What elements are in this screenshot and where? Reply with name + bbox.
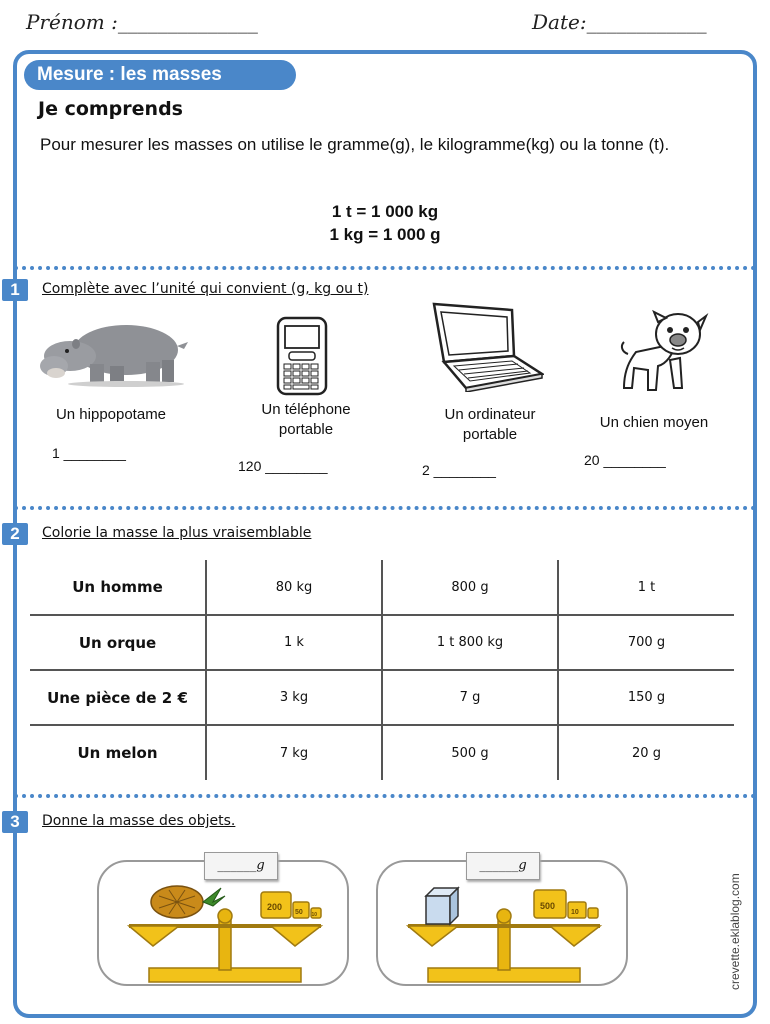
cube-icon <box>426 888 458 924</box>
conversion-rule-tonne: 1 t = 1 000 kg <box>331 202 439 221</box>
balance-scale-icon <box>378 862 630 988</box>
pineapple-icon <box>151 886 225 918</box>
mass-option[interactable]: 7 kg <box>206 725 382 780</box>
section-divider <box>14 794 756 798</box>
weight-label: 10 <box>571 909 579 916</box>
exercise-3-instruction: Donne la masse des objets. <box>42 813 236 829</box>
name-field-label: Prénom :______________ <box>26 10 258 34</box>
item-answer-laptop[interactable]: 2 ________ <box>422 462 496 478</box>
conversion-rule-kilogram: 1 kg = 1 000 g <box>329 225 441 244</box>
row-item: Un homme <box>30 560 206 615</box>
dog-icon <box>614 308 710 396</box>
item-answer-dog[interactable]: 20 ________ <box>584 452 666 468</box>
table-row <box>30 615 734 670</box>
lesson-text: Pour mesurer les masses on utilise le gramme(g), le kilogramme(kg) ou la tonne (t). <box>40 135 670 154</box>
balance-scale-icon <box>99 862 351 988</box>
item-answer-phone[interactable]: 120 ________ <box>238 458 328 474</box>
table-row <box>30 725 734 780</box>
weight-label: 50 <box>295 909 303 916</box>
site-credit: crevette.eklablog.com <box>728 873 742 990</box>
row-item: Un orque <box>30 615 206 670</box>
weights-icon <box>261 892 321 918</box>
mass-option[interactable]: 500 g <box>382 725 558 780</box>
answer-card-box[interactable]: ______g <box>466 852 540 880</box>
mass-option[interactable]: 80 kg <box>206 560 382 615</box>
mass-option[interactable]: 1 k <box>206 615 382 670</box>
answer-card-pineapple[interactable]: ______g <box>204 852 278 880</box>
worksheet-title: Mesure : les masses <box>24 60 296 90</box>
exercise-2-number: 2 <box>2 523 28 545</box>
item-label-laptop: Un ordinateur portable <box>444 406 536 443</box>
lesson-heading: Je comprends <box>38 98 183 120</box>
hippo-icon <box>34 316 190 388</box>
weight-label: 200 <box>267 902 283 912</box>
exercise-3-number: 3 <box>2 811 28 833</box>
date-field-label: Date:____________ <box>532 10 707 34</box>
mass-option[interactable]: 800 g <box>382 560 558 615</box>
section-divider <box>14 506 756 510</box>
mass-option[interactable]: 1 t 800 kg <box>382 615 558 670</box>
mass-option[interactable]: 700 g <box>558 615 734 670</box>
exercise-2-instruction: Colorie la masse la plus vraisemblable <box>42 525 312 541</box>
section-divider <box>14 266 756 270</box>
mass-option[interactable]: 150 g <box>558 670 734 725</box>
laptop-icon <box>430 300 544 392</box>
item-answer-hippo[interactable]: 1 ________ <box>52 445 126 461</box>
weights-icon <box>534 890 598 918</box>
exercise-1-instruction: Complète avec l’unité qui convient (g, kg ou t) <box>42 281 369 297</box>
exercise-1-number: 1 <box>2 279 28 301</box>
mass-option[interactable]: 7 g <box>382 670 558 725</box>
mass-option[interactable]: 20 g <box>558 725 734 780</box>
mass-option[interactable]: 1 t <box>558 560 734 615</box>
row-item: Un melon <box>77 744 158 762</box>
item-label-hippo: Un hippopotame <box>55 406 167 423</box>
table-row <box>30 560 734 615</box>
row-item: Une pièce de 2 € <box>30 670 206 725</box>
mass-option[interactable]: 3 kg <box>206 670 382 725</box>
weight-label: 500 <box>540 901 556 911</box>
table-row <box>30 670 734 725</box>
phone-icon <box>276 316 328 396</box>
mass-choice-table <box>30 560 734 780</box>
weight-label: 10 <box>311 912 318 918</box>
item-label-dog: Un chien moyen <box>599 414 709 431</box>
item-label-phone: Un téléphone portable <box>261 401 351 438</box>
